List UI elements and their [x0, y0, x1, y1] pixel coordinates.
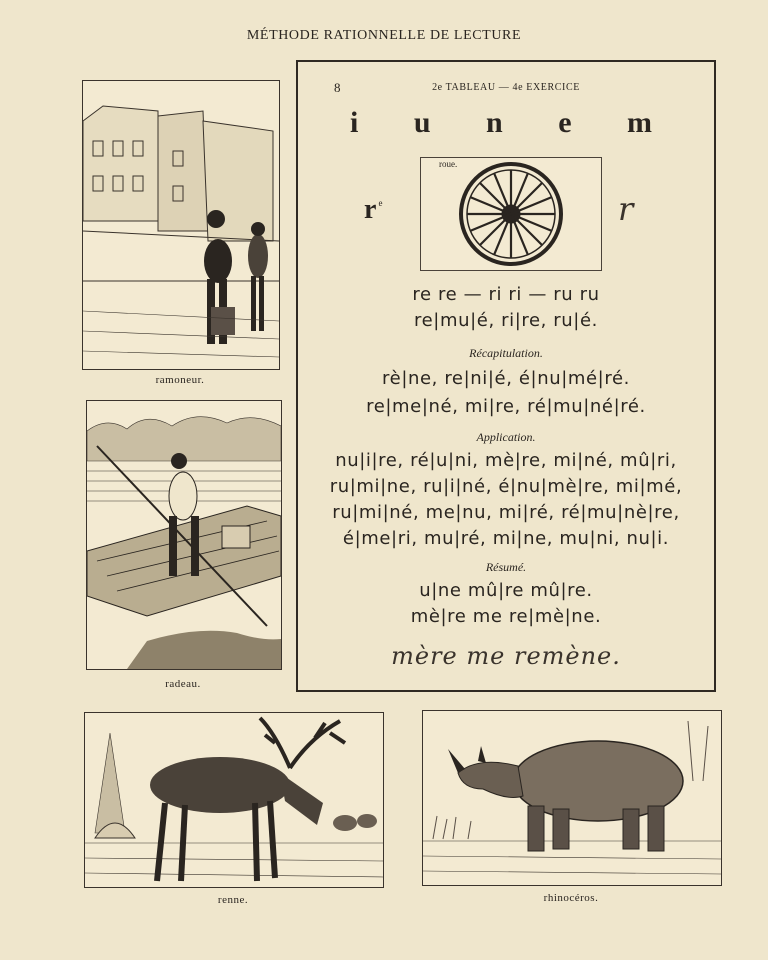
application-line-1: nu|i|re, ré|u|ni, mè|re, mi|né, mû|ri, — [335, 450, 677, 471]
rhinoceros-caption — [422, 892, 720, 904]
cursive-line: mère me remène. — [391, 642, 621, 670]
radeau-caption — [86, 678, 280, 690]
application-line-2: ru|mi|ne, ru|i|né, é|nu|mè|re, mi|mé, — [329, 476, 683, 497]
words-line: re|mu|é, ri|re, ru|é. — [414, 310, 598, 331]
radeau-illustration — [86, 400, 282, 670]
lesson-panel — [296, 60, 716, 692]
renne-illustration — [84, 712, 384, 888]
wheel-icon — [421, 158, 601, 270]
recap-line-1: rè|ne, re|ni|é, é|nu|mé|ré. — [382, 368, 630, 389]
wheel-label: roue. — [439, 159, 458, 169]
resume-title: Résumé. — [485, 560, 527, 574]
big-letter-sup: e — [378, 198, 383, 208]
script-letter: r — [618, 190, 634, 228]
page-title: MÉTHODE RATIONNELLE DE LECTURE — [246, 28, 522, 43]
recap-title: Récapitulation. — [469, 346, 543, 360]
lesson-letters: i u n e m — [349, 106, 676, 139]
big-letter-text: r — [364, 194, 377, 225]
wheel-illustration — [420, 157, 602, 271]
page-number: 8 — [334, 80, 341, 95]
resume-line-1: u|ne mû|re mû|re. — [419, 580, 593, 601]
renne-caption-text: renne. — [217, 894, 249, 906]
recap-line-2: re|me|né, mi|re, ré|mu|né|ré. — [366, 396, 646, 417]
rhinoceros-caption-text: rhinocéros. — [543, 892, 599, 904]
rhinoceros-illustration — [422, 710, 722, 886]
big-letter — [364, 194, 382, 226]
syllables-line: re re — ri ri — ru ru — [412, 284, 600, 305]
tableau-header: 2e TABLEAU — 4e EXERCICE — [432, 82, 580, 93]
ramoneur-illustration — [82, 80, 280, 370]
ramoneur-caption-text: ramoneur. — [155, 374, 205, 386]
application-title: Application. — [476, 430, 536, 444]
renne-caption — [84, 894, 382, 906]
ramoneur-caption — [82, 374, 278, 386]
radeau-caption-text: radeau. — [165, 678, 201, 690]
application-line-4: é|me|ri, mu|ré, mi|ne, mu|ni, nu|i. — [342, 528, 670, 549]
application-line-3: ru|mi|né, me|nu, mi|ré, ré|mu|nè|re, — [332, 502, 680, 523]
resume-line-2: mè|re me re|mè|ne. — [410, 606, 602, 627]
